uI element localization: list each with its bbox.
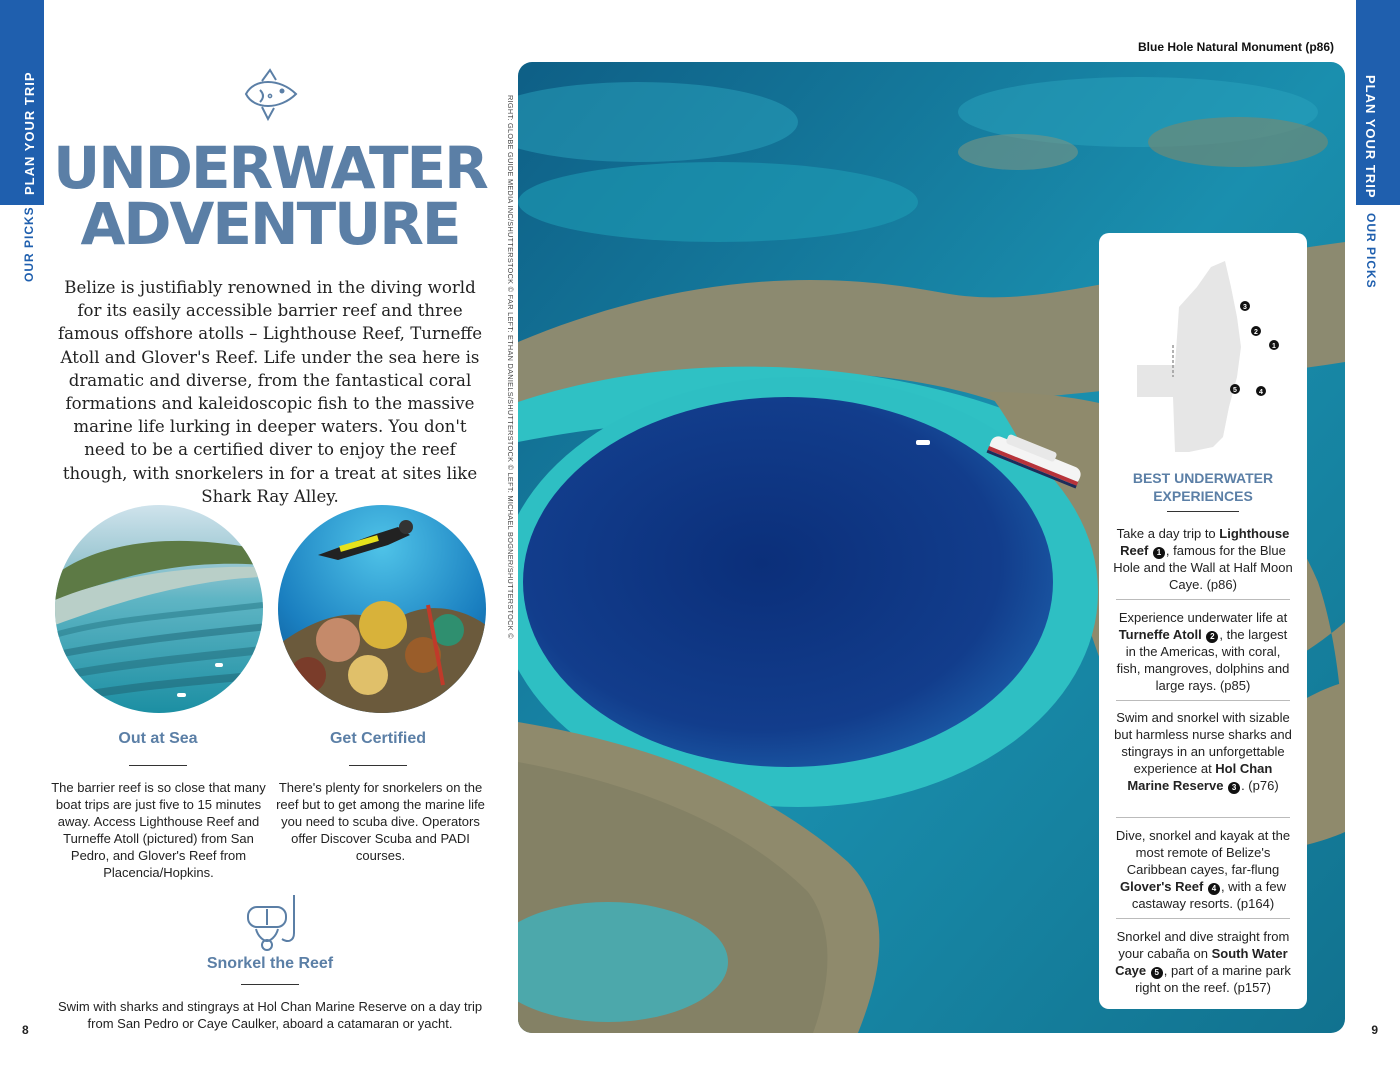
map-marker-5: 5 (1233, 387, 1237, 394)
experience-item (1113, 709, 1293, 794)
title-line-2: ADVENTURE (80, 190, 460, 258)
out-at-sea-photo (55, 505, 263, 713)
map-marker-4: 4 (1259, 389, 1263, 396)
out-at-sea-text: The barrier reef is so close that many boat trips are just five to 15 minutes away. Access Lighthouse Reef and Turneffe Atoll (pictured) from San Pedro, and Glover's Reef from Placencia/Hopkins. (51, 780, 266, 880)
tab-our-picks: OUR PICKS (22, 206, 36, 282)
get-certified-photo (278, 505, 486, 713)
page-number-right: 9 (1371, 1023, 1378, 1037)
experience-place: Lighthouse Reef (1120, 526, 1290, 558)
out-at-sea-title: Out at Sea (118, 730, 198, 747)
belize-map (1119, 247, 1289, 457)
experience-text: . (p76) (1241, 778, 1279, 793)
best-experiences-panel (1099, 233, 1307, 1009)
experience-place: Glover's Reef (1120, 879, 1204, 894)
experience-text: , the largest in the Americas, with coral, fish, mangroves, dolphins and large rays. (p85) (1116, 627, 1290, 693)
snorkel-rule (241, 984, 299, 985)
panel-title (1099, 469, 1307, 505)
fish-icon (240, 64, 302, 126)
experience-divider (1116, 918, 1290, 919)
map-marker-3: 3 (1243, 304, 1247, 311)
experience-item (1113, 827, 1293, 912)
experience-text: Take a day trip to (1116, 526, 1220, 541)
out-at-sea-rule (129, 765, 187, 766)
experience-item (1113, 525, 1293, 593)
left-side-tab (0, 0, 44, 290)
panel-title-line-1: BEST UNDERWATER (1132, 470, 1274, 486)
right-side-tab (1356, 0, 1400, 290)
snorkel-mask-icon (244, 893, 302, 953)
photo-credit: RIGHT: GLOBE GUIDE MEDIA INC/SHUTTERSTOCK © FAR LEFT: ETHAN DANIELS/SHUTTERSTOCK © LEFT: MICHAEL BOGNER/SHUTTERSTOCK © (506, 95, 515, 639)
experience-text: Experience underwater life at (1118, 610, 1288, 625)
experience-text: Dive, snorkel and kayak at the most remote of Belize's Caribbean cayes, far-flung (1115, 828, 1291, 877)
experience-text: , famous for the Blue Hole and the Wall at Half Moon Caye. (p86) (1113, 543, 1293, 592)
experience-text: , with a few castaway resorts. (p164) (1131, 879, 1286, 911)
experience-number-badge: 3 (1228, 782, 1240, 794)
panel-rule (1167, 511, 1239, 512)
tab-plan-your-trip: PLAN YOUR TRIP (1363, 75, 1378, 199)
experience-number-badge: 2 (1206, 631, 1218, 643)
experience-number-badge: 5 (1151, 967, 1163, 979)
get-certified-title: Get Certified (329, 730, 426, 747)
get-certified-text: There's plenty for snorkelers on the reef but to get among the marine life you need to scuba dive. Operators offer Discover Scuba and PADI courses. (276, 780, 485, 863)
tab-plan-your-trip: PLAN YOUR TRIP (22, 71, 37, 195)
map-marker-2: 2 (1254, 329, 1258, 336)
photo-caption: Blue Hole Natural Monument (p86) (1137, 40, 1334, 54)
experience-number-badge: 4 (1208, 883, 1220, 895)
experience-text: , part of a marine park right on the reef. (p157) (1135, 963, 1291, 995)
experience-text: Snorkel and dive straight from your cabaña on (1116, 929, 1290, 961)
experience-text: Swim and snorkel with sizable but harmless nurse sharks and stingrays in an unforgettable experience at (1114, 710, 1292, 776)
intro-paragraph: Belize is justifiably renowned in the diving world for its easily accessible barrier reef and three famous offshore atolls – Lighthouse Reef, Turneffe Atoll and Glover's Reef. Life under the sea here is dramatic and diverse, from the fantastical coral formations and kaleidoscopic fish to the massive marine life lurking in deeper waters. You don't need to be a certified diver to enjoy the reef though, with snorkelers in for a treat at sites like Shark Ray Alley. (57, 278, 483, 506)
experience-place: Hol Chan Marine Reserve (1127, 761, 1273, 793)
experience-divider (1116, 700, 1290, 701)
snorkel-the-reef-text: Swim with sharks and stingrays at Hol Chan Marine Reserve on a day trip from San Pedro or Caye Caulker, aboard a catamaran or yacht. (57, 999, 483, 1031)
experience-item (1113, 609, 1293, 694)
page-title (50, 134, 490, 258)
experience-divider (1116, 817, 1290, 818)
experience-divider (1116, 599, 1290, 600)
experience-place: South Water Caye (1115, 946, 1288, 978)
experience-item (1113, 928, 1293, 996)
map-marker-1: 1 (1272, 343, 1276, 350)
experience-place: Turneffe Atoll (1118, 627, 1202, 642)
snorkel-the-reef-title: Snorkel the Reef (206, 955, 334, 972)
page-number-left: 8 (22, 1023, 29, 1037)
panel-title-line-2: EXPERIENCES (1153, 488, 1253, 504)
tab-our-picks: OUR PICKS (1364, 213, 1378, 289)
experience-number-badge: 1 (1153, 547, 1165, 559)
get-certified-rule (349, 765, 407, 766)
title-line-1: UNDERWATER (53, 134, 487, 202)
